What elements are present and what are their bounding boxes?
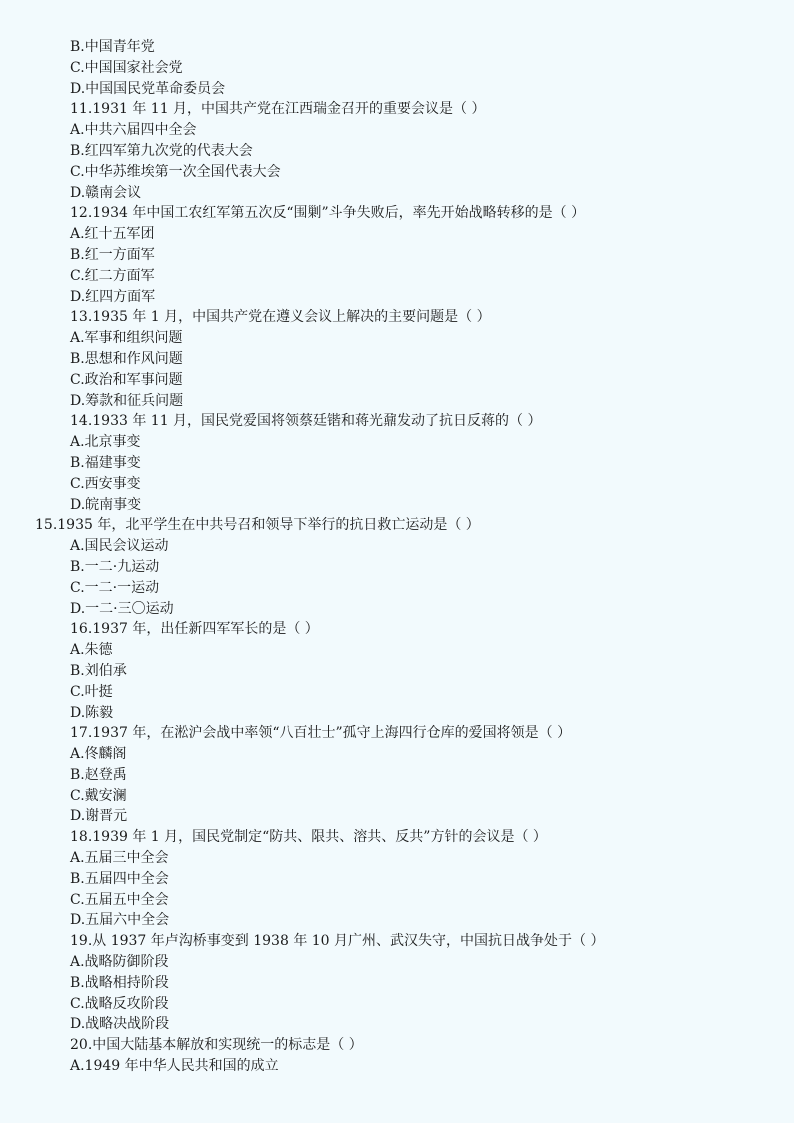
option-line: A.中共六届四中全会: [70, 122, 197, 139]
option-line: A.五届三中全会: [70, 850, 169, 867]
option-line: B.战略相持阶段: [70, 974, 169, 991]
option-line: B.思想和作风问题: [70, 350, 183, 367]
option-line: A.北京事变: [70, 434, 141, 451]
option-line: B.五届四中全会: [70, 870, 169, 887]
option-line: C.战略反攻阶段: [70, 995, 169, 1012]
option-line: A.国民会议运动: [70, 538, 169, 555]
option-line: C.五届五中全会: [70, 891, 169, 908]
option-line: C.戴安澜: [70, 787, 127, 804]
option-line: B.红一方面军: [70, 246, 155, 263]
option-line: C.中国国家社会党: [70, 59, 183, 76]
option-line: C.中华苏维埃第一次全国代表大会: [70, 163, 281, 180]
option-line: D.陈毅: [70, 704, 114, 721]
option-line: D.赣南会议: [70, 184, 142, 201]
question-line: 12.1934 年中国工农红军第五次反“围剿”斗争失败后，率先开始战略转移的是（ ）: [70, 205, 586, 222]
question-line: 19.从 1937 年卢沟桥事变到 1938 年 10 月广州、武汉失守，中国抗日战争处于（ ）: [70, 933, 605, 950]
option-line: A.佟麟阁: [70, 746, 127, 763]
question-line: 16.1937 年，出任新四军军长的是（ ）: [70, 621, 319, 638]
document-page: [0, 37, 794, 1077]
option-line: C.红二方面军: [70, 267, 155, 284]
option-line: A.朱德: [70, 642, 113, 659]
question-line: 14.1933 年 11 月，国民党爱国将领蔡廷锴和蒋光鼐发动了抗日反蒋的（ ）: [70, 413, 542, 430]
question-line: 11.1931 年 11 月，中国共产党在江西瑞金召开的重要会议是（ ）: [70, 101, 486, 118]
question-line: 13.1935 年 1 月，中国共产党在遵义会议上解决的主要问题是（ ）: [70, 309, 491, 326]
option-line: C.政治和军事问题: [70, 371, 183, 388]
question-line: 18.1939 年 1 月，国民党制定“防共、限共、溶共、反共”方针的会议是（ ）: [70, 829, 547, 846]
question-line: 20.中国大陆基本解放和实现统一的标志是（ ）: [70, 1037, 363, 1054]
option-line: C.叶挺: [70, 683, 113, 700]
option-line: D.战略决战阶段: [70, 1016, 170, 1033]
option-line: D.五届六中全会: [70, 912, 170, 929]
option-line: A.1949 年中华人民共和国的成立: [70, 1058, 279, 1075]
option-line: B.红四军第九次党的代表大会: [70, 142, 253, 159]
option-line: C.西安事变: [70, 475, 141, 492]
option-line: A.红十五军团: [70, 226, 155, 243]
option-line: D.谢晋元: [70, 808, 128, 825]
option-line: D.中国国民党革命委员会: [70, 80, 226, 97]
question-line: 15.1935 年，北平学生在中共号召和领导下举行的抗日救亡运动是（ ）: [35, 517, 480, 534]
option-line: D.红四方面军: [70, 288, 156, 305]
option-line: B.赵登禹: [70, 766, 127, 783]
option-line: C.一二·一运动: [70, 579, 160, 596]
option-line: B.一二·九运动: [70, 558, 160, 575]
option-line: B.中国青年党: [70, 39, 155, 55]
option-line: B.刘伯承: [70, 662, 127, 679]
option-line: B.福建事变: [70, 454, 141, 471]
option-line: A.军事和组织问题: [70, 330, 183, 347]
option-line: D.一二·三〇运动: [70, 600, 174, 617]
option-line: D.筹款和征兵问题: [70, 392, 184, 409]
option-line: D.皖南事变: [70, 496, 142, 513]
option-line: A.战略防御阶段: [70, 954, 169, 971]
question-line: 17.1937 年，在淞沪会战中率领“八百壮士”孤守上海四行仓库的爱国将领是（ ）: [70, 725, 572, 742]
